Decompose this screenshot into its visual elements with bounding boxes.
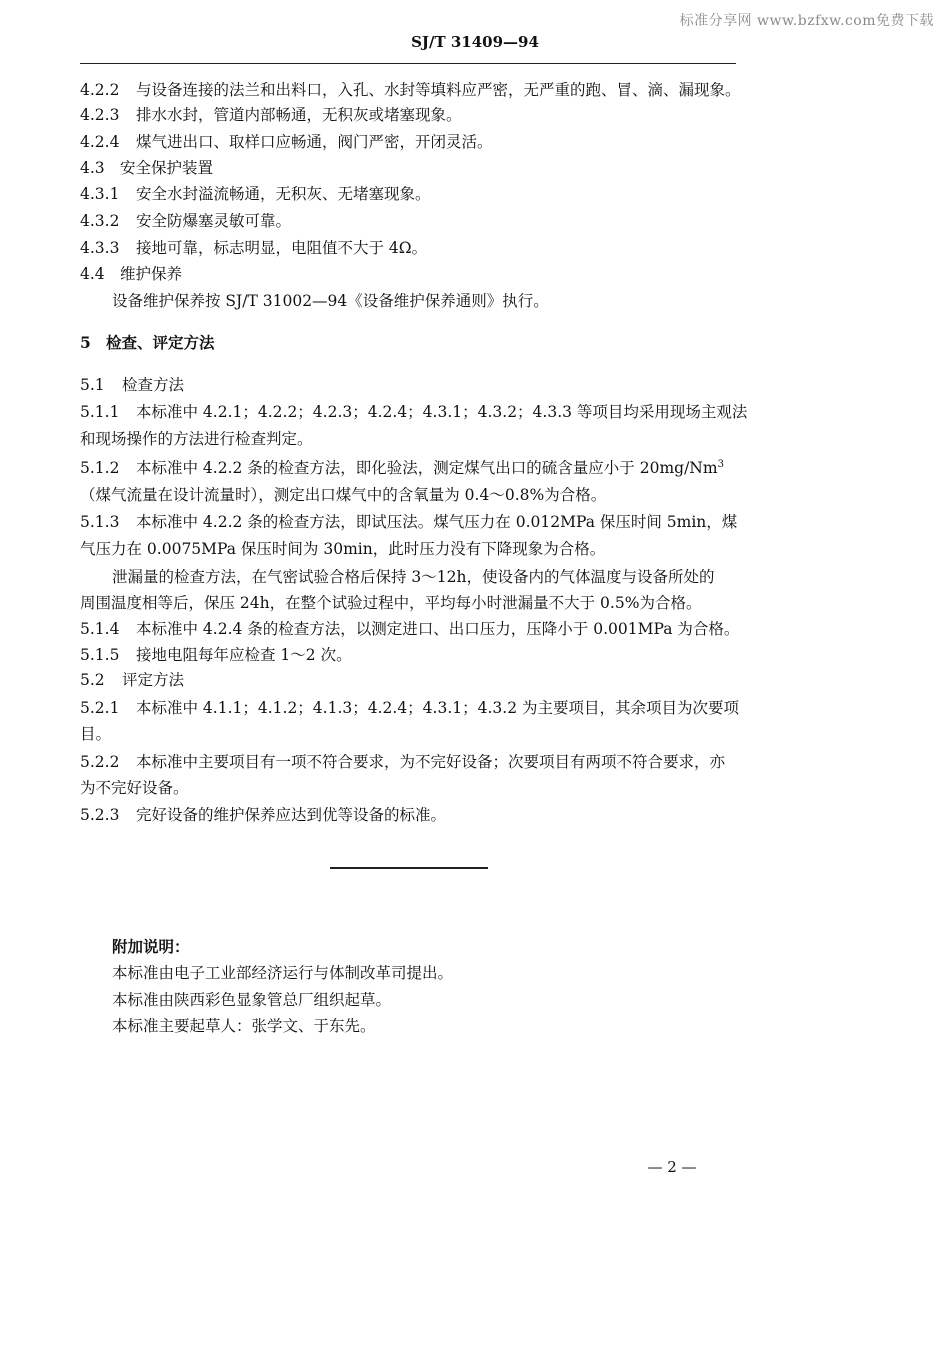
clause-4-3-2: 4.3.2 安全防爆塞灵敏可靠。 bbox=[80, 212, 292, 230]
clause-4-2-2: 4.2.2 与设备连接的法兰和出料口，入孔、水封等填料应严密，无严重的跑、冒、滴、漏现象。 bbox=[80, 81, 741, 99]
clause-5-2-2: 5.2.2 本标准中主要项目有一项不符合要求，为不完好设备；次要项目有两项不符合要求，亦 bbox=[80, 753, 726, 771]
clause-4-3-3: 4.3.3 接地可靠，标志明显，电阻值不大于 4Ω。 bbox=[80, 239, 428, 257]
clause-5-2-2-cont: 为不完好设备。 bbox=[80, 779, 189, 797]
clause-5-1-3: 5.1.3 本标准中 4.2.2 条的检查方法，即试压法。煤气压力在 0.012MPa 保压时间 5min，煤 bbox=[80, 513, 738, 531]
clause-5-1-2-cont: （煤气流量在设计流量时），测定出口煤气中的含氧量为 0.4～0.8%为合格。 bbox=[80, 486, 607, 504]
note-item: 本标准由陕西彩色显象管总厂组织起草。 bbox=[112, 991, 392, 1009]
note-item: 本标准由电子工业部经济运行与体制改革司提出。 bbox=[112, 964, 454, 982]
section-4-3-heading: 4.3 安全保护装置 bbox=[80, 159, 214, 177]
section-5-heading: 5 检查、评定方法 bbox=[80, 333, 215, 352]
clause-4-3-1: 4.3.1 安全水封溢流畅通，无积灰、无堵塞现象。 bbox=[80, 185, 431, 203]
clause-5-2-1-cont: 目。 bbox=[80, 725, 112, 743]
clause-5-1-2: 5.1.2 本标准中 4.2.2 条的检查方法，即化验法，测定煤气出口的硫含量应小于 20mg/Nm$^3$ bbox=[80, 458, 724, 477]
clause-4-2-3: 4.2.3 排水水封，管道内部畅通，无积灰或堵塞现象。 bbox=[80, 106, 462, 124]
clause-5-1-3-cont: 气压力在 0.0075MPa 保压时间为 30min，此时压力没有下降现象为合格。 bbox=[80, 540, 606, 558]
notes-title: 附加说明： bbox=[112, 937, 190, 956]
clause-5-1-4: 5.1.4 本标准中 4.2.4 条的检查方法，以测定进口、出口压力，压降小于 0.001MPa 为合格。 bbox=[80, 620, 740, 638]
clause-5-2-1: 5.2.1 本标准中 4.1.1；4.1.2；4.1.3；4.2.4；4.3.1；4.3.2 为主要项目，其余项目为次要项 bbox=[80, 699, 739, 717]
leakage-method-cont: 周围温度相等后，保压 24h，在整个试验过程中，平均每小时泄漏量不大于 0.5%为合格。 bbox=[80, 594, 702, 612]
header-rule bbox=[80, 63, 736, 64]
clause-5-2-3: 5.2.3 完好设备的维护保养应达到优等设备的标准。 bbox=[80, 806, 447, 824]
note-item: 本标准主要起草人：张学文、于东先。 bbox=[112, 1017, 376, 1035]
section-5-2-heading: 5.2 评定方法 bbox=[80, 671, 185, 689]
clause-5-1-1-cont: 和现场操作的方法进行检查判定。 bbox=[80, 430, 313, 448]
clause-4-2-4: 4.2.4 煤气进出口、取样口应畅通，阀门严密，开闭灵活。 bbox=[80, 133, 493, 151]
section-5-1-heading: 5.1 检查方法 bbox=[80, 376, 185, 394]
leakage-method: 泄漏量的检查方法，在气密试验合格后保持 3～12h，使设备内的气体温度与设备所处的 bbox=[112, 568, 715, 586]
clause-5-1-5: 5.1.5 接地电阻每年应检查 1～2 次。 bbox=[80, 646, 352, 664]
page-header-standard-number: SJ/T 31409—94 bbox=[411, 33, 539, 51]
end-of-text-rule bbox=[330, 867, 488, 869]
page-number: — 2 — bbox=[647, 1158, 697, 1176]
maintenance-text: 设备维护保养按 SJ/T 31002—94《设备维护保养通则》执行。 bbox=[112, 292, 549, 310]
section-4-4-heading: 4.4 维护保养 bbox=[80, 265, 183, 283]
clause-5-1-1: 5.1.1 本标准中 4.2.1；4.2.2；4.2.3；4.2.4；4.3.1；4.3.2；4.3.3 等项目均采用现场主观法 bbox=[80, 403, 748, 421]
site-watermark: 标准分享网 www.bzfxw.com免费下载 bbox=[679, 13, 934, 29]
